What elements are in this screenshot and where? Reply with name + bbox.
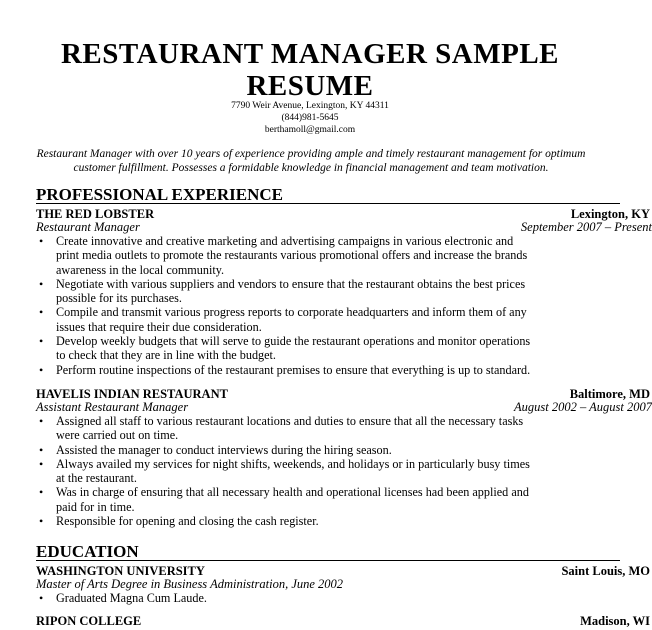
bullet-icon: •	[39, 514, 44, 529]
list-item: • Always availed my services for night shifts, weekends, and holidays or in particularly busy times at the restaurant.	[39, 456, 530, 486]
list-item: • Assigned all staff to various restaurant locations and duties to ensure that all the necessary tasks were carried out on time.	[39, 414, 524, 443]
job-1-location: Lexington, KY	[570, 207, 650, 221]
job-2-employer: HAVELIS INDIAN RESTAURANT	[36, 387, 228, 401]
professional-summary: Restaurant Manager with over 10 years of experience providing ample and timely restaurant management for optimum customer fulfillment. Possesses a formidable knowledge in financial management and team motivation.	[36, 148, 586, 174]
bullet-icon: •	[39, 414, 44, 428]
list-item: • Negotiate with various suppliers and vendors to ensure that the restaurant obtains the best prices possible for its purchases.	[39, 276, 526, 306]
contact-address: 7790 Weir Avenue, Lexington, KY 44311	[231, 101, 389, 111]
school-1-bullets	[36, 591, 536, 605]
job-2-bullets	[36, 414, 536, 528]
job-1-employer: THE RED LOBSTER	[36, 207, 155, 221]
experience-divider	[36, 203, 620, 204]
list-item: • Was in charge of ensuring that all necessary health and operational licenses had been applied and paid for in time.	[39, 485, 529, 514]
list-item: • Assisted the manager to conduct interviews during the hiring season.	[39, 442, 392, 457]
list-item: • Perform routine inspections of the restaurant premises to ensure that everything is up to standard.	[39, 362, 531, 377]
resume-title-line-2: RESUME	[246, 70, 374, 102]
contact-email: berthamoll@gmail.com	[264, 125, 356, 135]
job-2-title: Assistant Restaurant Manager	[36, 400, 189, 414]
bullet-icon: •	[39, 334, 44, 349]
list-item: • Compile and transmit various progress reports to corporate headquarters and inform them of any issues that require their due consideration.	[39, 305, 527, 334]
bullet-icon: •	[39, 362, 44, 377]
education-divider	[36, 560, 620, 561]
job-1-title: Restaurant Manager	[36, 220, 140, 234]
job-2-dates: August 2002 – August 2007	[514, 400, 652, 414]
bullet-icon: •	[39, 305, 44, 320]
experience-heading: PROFESSIONAL EXPERIENCE	[36, 185, 284, 204]
list-item: • Graduated Magna Cum Laude.	[39, 591, 207, 605]
list-item: • Create innovative and creative marketing and advertising campaigns in various electronic and print media outlets to promote the restaurants various promotional offers and increase the brands awareness in the local community.	[39, 234, 528, 277]
job-1-bullets	[36, 234, 536, 377]
contact-phone: (844)981-5645	[281, 113, 339, 123]
bullet-icon: •	[39, 591, 44, 605]
school-2-name: RIPON COLLEGE	[36, 614, 142, 628]
bullet-icon: •	[39, 442, 44, 457]
school-1-location: Saint Louis, MO	[561, 564, 650, 578]
school-1-degree: Master of Arts Degree in Business Administration, June 2002	[36, 577, 344, 591]
school-1-name: WASHINGTON UNIVERSITY	[36, 564, 205, 578]
school-2-location: Madison, WI	[580, 614, 650, 628]
job-1-dates: September 2007 – Present	[520, 220, 652, 234]
education-heading: EDUCATION	[36, 542, 139, 561]
job-2-location: Baltimore, MD	[569, 387, 650, 401]
bullet-icon: •	[39, 276, 44, 291]
resume-title-line-1: RESTAURANT MANAGER SAMPLE	[60, 38, 560, 70]
bullet-icon: •	[39, 456, 44, 471]
bullet-icon: •	[39, 485, 44, 500]
list-item: • Responsible for opening and closing the cash register.	[39, 514, 319, 529]
list-item: • Develop weekly budgets that will serve to guide the restaurant operations and monitor operations to check that they are in line with the budget.	[39, 334, 531, 363]
bullet-icon: •	[39, 234, 44, 248]
